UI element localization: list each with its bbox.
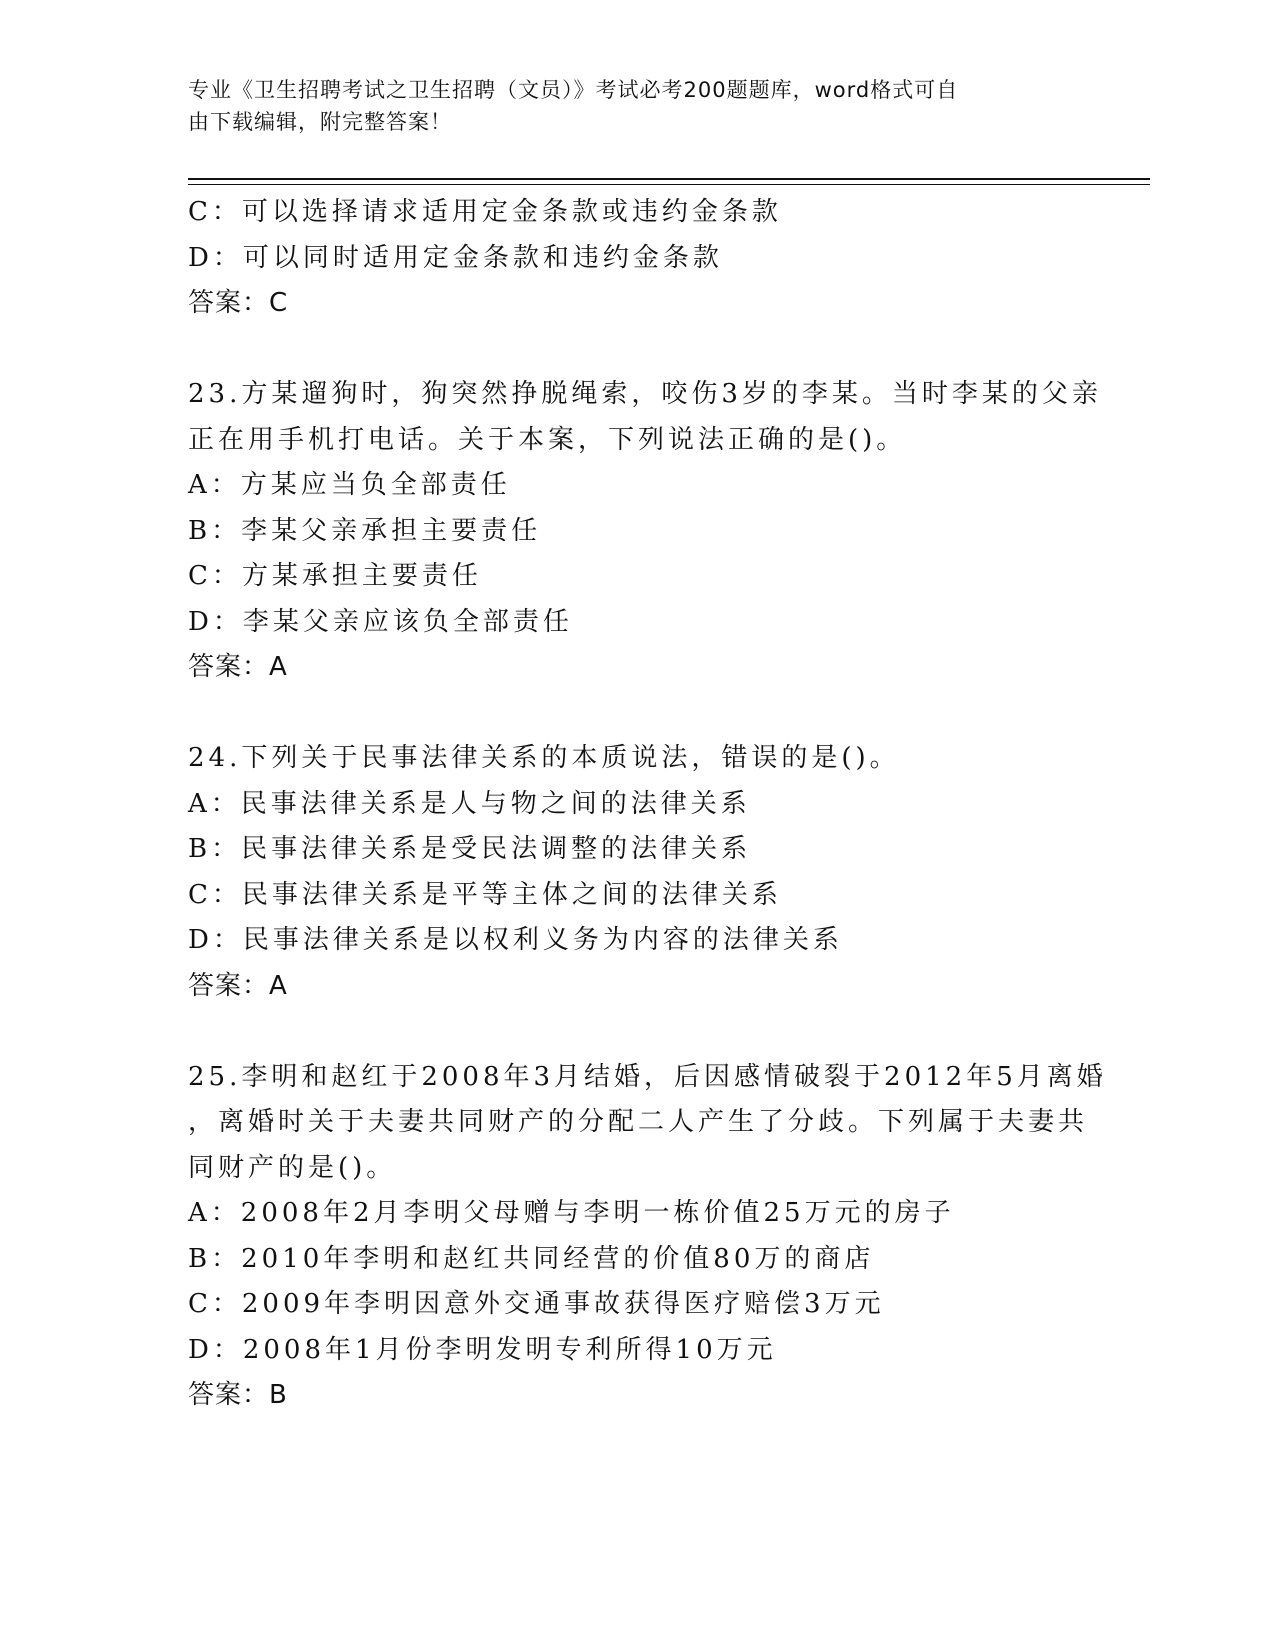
q25-stem-1: 25.李明和赵红于2008年3月结婚，后因感情破裂于2012年5月离婚 <box>188 1061 1107 1092</box>
q25-option-d: D：2008年1月份李明发明专利所得10万元 <box>188 1334 777 1365</box>
spacer <box>188 327 1088 373</box>
spacer <box>188 1009 1088 1055</box>
q25-option-a: A：2008年2月李明父母赠与李明一栋价值25万元的房子 <box>188 1198 955 1228</box>
prev-answer: 答案：C <box>188 288 289 318</box>
q25-option-c: C：2009年李明因意外交通事故获得医疗赔偿3万元 <box>188 1289 885 1319</box>
q24-option-d: D：民事法律关系是以权利义务为内容的法律关系 <box>188 925 843 955</box>
header-rule-thick <box>188 178 1150 180</box>
q23-option-a: A：方某应当负全部责任 <box>188 470 511 500</box>
q25-stem-2: ，离婚时关于夫妻共同财产的分配二人产生了分歧。下列属于夫妻共 <box>188 1107 1089 1137</box>
q23-option-b: B：李某父亲承担主要责任 <box>188 515 542 546</box>
q23-option-c: C：方某承担主要责任 <box>188 561 482 591</box>
q25-option-b: B：2010年李明和赵红共同经营的价值80万的商店 <box>188 1243 875 1274</box>
q24-stem-1: 24.下列关于民事法律关系的本质说法，错误的是()。 <box>188 743 900 773</box>
header-line-1: 专业《卫生招聘考试之卫生招聘（文员）》考试必考200题题库，word格式可自 <box>188 78 959 102</box>
document-header <box>188 74 1068 138</box>
prev-option-d: D：可以同时适用定金条款和违约金条款 <box>188 242 723 273</box>
q23-stem-2: 正在用手机打电话。关于本案，下列说法正确的是()。 <box>188 424 907 455</box>
q23-option-d: D：李某父亲应该负全部责任 <box>188 606 573 637</box>
q25-answer: 答案：B <box>188 1380 288 1410</box>
q23-answer: 答案：A <box>188 652 288 682</box>
q24-answer: 答案：A <box>188 970 288 1001</box>
document-body <box>188 190 1107 1419</box>
spacer <box>188 691 1088 737</box>
prev-option-c: C：可以选择请求适用定金条款或违约金条款 <box>188 197 782 227</box>
q24-option-c: C：民事法律关系是平等主体之间的法律关系 <box>188 879 782 910</box>
q24-option-b: B：民事法律关系是受民法调整的法律关系 <box>188 834 752 864</box>
header-rule-thin <box>188 184 1150 185</box>
q24-option-a: A：民事法律关系是人与物之间的法律关系 <box>188 788 751 819</box>
q23-stem-1: 23.方某遛狗时，狗突然挣脱绳索，咬伤3岁的李某。当时李某的父亲 <box>188 379 1102 409</box>
q25-stem-3: 同财产的是()。 <box>188 1152 397 1183</box>
header-line-2: 由下载编辑，附完整答案！ <box>188 110 452 134</box>
